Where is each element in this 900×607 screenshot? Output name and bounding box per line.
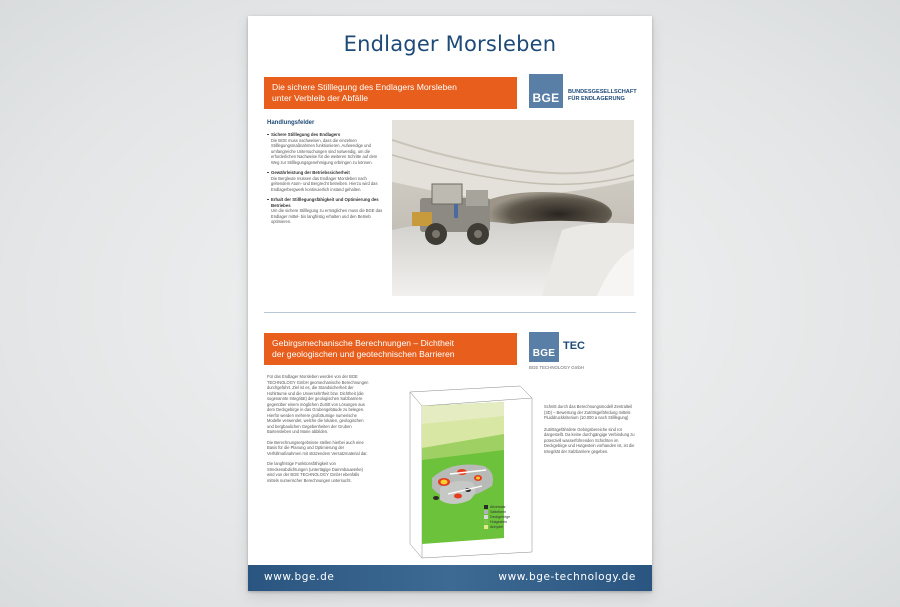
legend-label: Allversatz bbox=[490, 504, 506, 509]
handlungsfelder-heading: Handlungsfelder bbox=[267, 120, 315, 126]
footer-link-bge[interactable]: www.bge.de bbox=[264, 571, 335, 583]
legend-swatch bbox=[484, 505, 488, 509]
bullet-text: Um die sichere Stilllegung zu ermöglichen muss die BGE das Endlager mittel- bis langfristig erhalten und den Betrieb optimieren. bbox=[271, 208, 383, 225]
bge-logo-mark: BGE bbox=[529, 74, 563, 108]
legend-label: Deckgebirge bbox=[490, 514, 511, 519]
bge-logo-line2: FÜR ENDLAGERUNG bbox=[568, 96, 625, 102]
legend-label: Anhydrit bbox=[490, 524, 504, 529]
caption-paragraph: Schnitt durch das Berechnungsmodell Zentralteil (3D) – Bewertung der Zutrittsgefährdung mittels Fluiddruckkriterium (10.000 a nach Stilllegung) bbox=[544, 404, 633, 420]
legend-swatch bbox=[484, 510, 488, 514]
section2-heading-line1: Gebirgsmechanische Berechnungen – Dichtheit bbox=[272, 338, 455, 348]
geomechanical-model-figure bbox=[392, 368, 542, 562]
legend-entry bbox=[484, 524, 544, 529]
legend-swatch bbox=[484, 515, 488, 519]
bullet-title: Erhalt der Stilllegungsfähigkeit und Optimierung des Betriebes bbox=[271, 197, 379, 208]
bullet-item bbox=[267, 132, 385, 165]
bullet-title: Sichere Stilllegung des Endlagers bbox=[271, 132, 341, 137]
section1-heading-bar bbox=[264, 77, 517, 109]
body-paragraph: Für das Endlager Morsleben werden von der BGE TECHNOLOGY GmbH geomechanische Berechnungen durchgeführt. Ziel ist es, die Standsicherheit der Hohlräume und die Unversehrtheit bzw. Dichtheit (die sogenannte Integrität) der geologischen Salzbarriere gegenüber einem möglichen Zutritt von Lösungen aus dem Deckgebirge in das Grubengebäude zu belegen. Hierfür werden mehrere großräumige numerische Modelle verwendet, welche die lokalen, geologischen und bergbaulichen Gegebenheiten der Gruben Bartensleben und Marie abbilden. bbox=[267, 374, 369, 434]
legend-swatch bbox=[484, 525, 488, 529]
footer-bar bbox=[248, 565, 652, 591]
section1-heading-line1: Die sichere Stilllegung des Endlagers Morsleben bbox=[272, 82, 457, 92]
legend-label: Hutgestein bbox=[490, 519, 508, 524]
section2-left-text bbox=[267, 374, 371, 488]
bge-logo-line1: BUNDESGESELLSCHAFT bbox=[568, 89, 637, 95]
section-divider bbox=[264, 312, 636, 313]
bullet-list bbox=[267, 132, 385, 230]
bullet-item bbox=[267, 197, 385, 225]
legend-swatch bbox=[484, 520, 488, 524]
bullet-text: Die Bergleute müssen das Endlager Morsleben nach geltendem Atom- und Bergrecht betreiben. Hierzu wird das Endlagerbergwerk kontinuierlich instand gehalten. bbox=[271, 175, 378, 192]
bullet-text: Die BGE muss nachweisen, dass die einzelnen Stilllegungsmaßnahmen funktionieren. Aufwendige und umfangreiche Untersuchungen sind notwendig, um die erforderlichen Nachweise für die weiteren Schritte auf dem Weg zur Stilllegungsgenehmigung erbringen zu können. bbox=[271, 137, 378, 165]
bullet-item bbox=[267, 170, 385, 192]
bge-tec-logo-word: TEC bbox=[563, 340, 585, 352]
legend-label: Sattelkern bbox=[490, 509, 507, 514]
body-paragraph: Die Berechnungsergebnisse stellen hierbei auch eine Basis für die Planung und Optimierung der Verfüllmaßnahmen mit stützendem Versatzmaterial dar. bbox=[267, 439, 368, 456]
footer-link-bge-technology[interactable]: www.bge-technology.de bbox=[498, 571, 636, 583]
section2-heading-line2: der geologischen und geotechnischen Barrieren bbox=[272, 349, 455, 359]
bge-tec-logo-mark: BGE bbox=[529, 332, 559, 362]
bge-logo-text bbox=[568, 89, 652, 103]
model-legend bbox=[484, 504, 544, 529]
body-paragraph: Die langfristige Funktionsfähigkeit von Streckenabdichtungen (untertägige Dammbauwerke) wird von der BGE TECHNOLOGY GmbH ebenfalls mittels numerischer Berechnungen untersucht. bbox=[267, 461, 364, 483]
poster-title: Endlager Morsleben bbox=[343, 32, 557, 56]
bullet-title: Gewährleistung der Betriebssicherheit bbox=[271, 170, 350, 176]
section2-heading-bar bbox=[264, 333, 517, 365]
section2-right-text bbox=[544, 404, 636, 460]
caption-paragraph: Zutrittsgefährdete Gebirgsbereiche sind rot dargestellt. Da keine durchgängige Verbindung zu potenziell wasserführenden Schichten im Deckgebirge und Hutgestein vorhanden ist, ist die Integrität der Salzbarriere gegeben. bbox=[544, 426, 635, 454]
poster bbox=[248, 16, 652, 591]
mine-tunnel-photo bbox=[392, 120, 634, 296]
bge-tec-logo-subtitle: BGE TECHNOLOGY GmbH bbox=[529, 365, 584, 370]
section1-heading-line2: unter Verbleib der Abfälle bbox=[272, 93, 369, 103]
